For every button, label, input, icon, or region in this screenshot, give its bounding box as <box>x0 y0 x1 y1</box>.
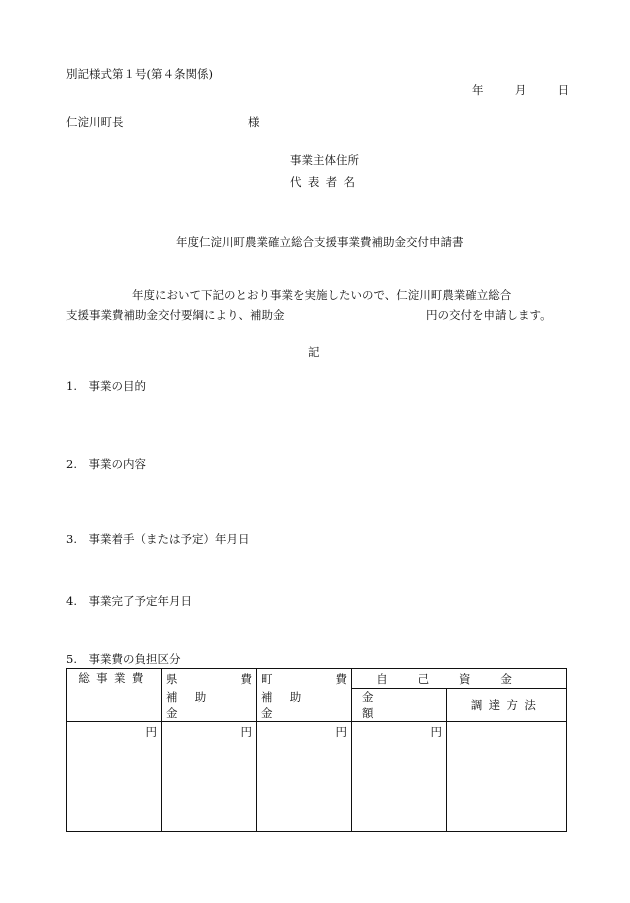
item-end-date: 4. 事業完了予定年月日 <box>66 594 192 608</box>
cell-town-subsidy[interactable] <box>257 722 352 832</box>
header-procurement <box>447 689 567 722</box>
header-pref-subsidy-label: 補助金 <box>166 689 224 720</box>
form-label: 別記様式第１号(第４条関係) <box>66 67 213 81</box>
header-town-label: 町 <box>261 671 273 686</box>
cell-pref-subsidy[interactable] <box>162 722 257 832</box>
header-pref-subsidy <box>162 689 257 722</box>
body-line-2b: 円の交付を申請します。 <box>426 308 552 322</box>
header-town-subsidy <box>257 689 352 722</box>
date-year: 年 <box>472 83 484 97</box>
header-town-cost-label: 費 <box>335 671 347 686</box>
ki-heading: 記 <box>308 345 320 359</box>
header-own-funds-label: 自己資金 <box>376 671 542 686</box>
yen-unit: 円 <box>240 725 252 739</box>
date-day: 日 <box>557 83 570 97</box>
header-total-cost <box>67 669 162 722</box>
header-amount-label: 金額 <box>362 690 411 720</box>
cell-total-cost[interactable] <box>67 722 162 832</box>
body-line-2a: 支援事業費補助金交付要綱により、補助金 <box>66 308 285 322</box>
document-title: 年度仁淀川町農業確立総合支援事業費補助金交付申請書 <box>176 235 464 249</box>
header-amount <box>352 689 447 722</box>
header-pref-label: 県 <box>166 671 178 686</box>
item-purpose: 1. 事業の目的 <box>66 379 146 393</box>
header-town-cost <box>257 669 352 689</box>
header-procurement-label: 調達方法 <box>470 698 543 712</box>
table-header-row-1 <box>67 669 567 689</box>
applicant-rep-label: 代表者名 <box>290 175 362 189</box>
date-month: 月 <box>514 83 527 97</box>
cost-table <box>66 668 567 832</box>
header-pref-cost-label: 費 <box>240 671 252 686</box>
item-cost-allocation: 5. 事業費の負担区分 <box>66 652 181 666</box>
header-town-subsidy-label: 補助金 <box>261 689 319 720</box>
addressee-honorific: 様 <box>248 115 260 129</box>
yen-unit: 円 <box>335 725 347 739</box>
yen-unit: 円 <box>430 725 442 739</box>
body-line-1: 年度において下記のとおり事業を実施したいので、仁淀川町農業確立総合 <box>132 288 512 302</box>
yen-unit: 円 <box>145 725 157 739</box>
table-row <box>67 722 567 832</box>
applicant-address-label: 事業主体住所 <box>290 153 359 167</box>
header-total-cost-label: 総事業費 <box>78 671 150 685</box>
cell-procurement-method[interactable] <box>447 722 567 832</box>
date-line <box>472 82 569 98</box>
item-start-date: 3. 事業着手（または予定）年月日 <box>66 532 250 546</box>
header-own-funds <box>352 669 567 689</box>
addressee-name: 仁淀川町長 <box>66 115 124 129</box>
item-content: 2. 事業の内容 <box>66 457 146 471</box>
header-pref-cost <box>162 669 257 689</box>
cell-own-amount[interactable] <box>352 722 447 832</box>
